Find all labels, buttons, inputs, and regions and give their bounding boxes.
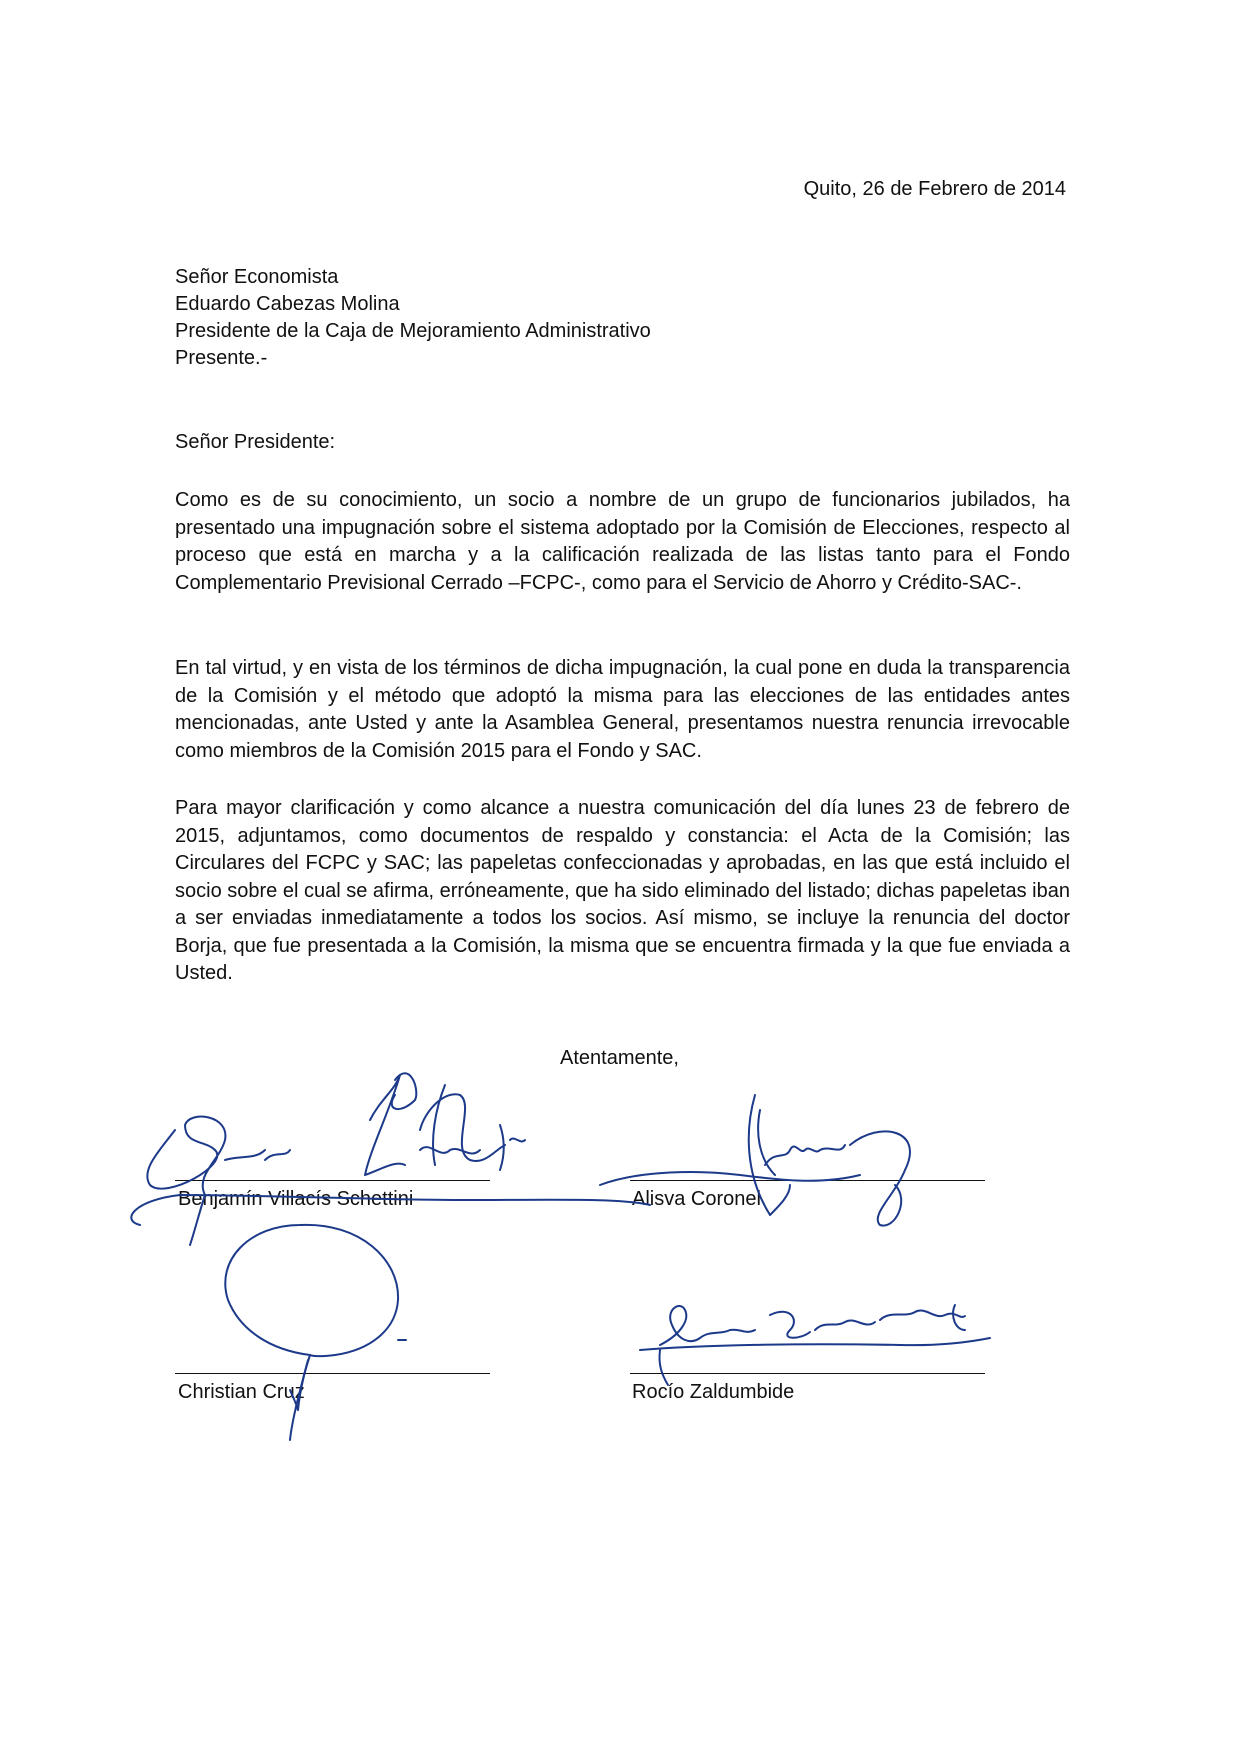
recipient-block bbox=[175, 264, 651, 372]
body-paragraph: Para mayor clarificación y como alcance a nuestra comunicación del día lunes 23 de febrero de 2015, adjuntamos, como documentos de respaldo y constancia: el Acta de la Comisión; las Circulares del FCPC y SAC; las papeletas confeccionadas y aprobadas, en las que está incluido el socio sobre el cual se afirma, erróneamente, que ha sido eliminado del listado; dichas papeletas iban a ser enviadas inmediatamente a todos los socios. Así mismo, se incluye la renuncia del doctor Borja, que fue presentada a la Comisión, la misma que se encuentra firmada y la que fue enviada a Usted. bbox=[175, 797, 1070, 984]
salutation: Señor Presidente: bbox=[175, 431, 336, 453]
signature-line bbox=[630, 1373, 985, 1374]
closing: Atentamente, bbox=[560, 1047, 679, 1069]
recipient-line: Presidente de la Caja de Mejoramiento Administrativo bbox=[175, 320, 651, 342]
body-paragraph: Como es de su conocimiento, un socio a nombre de un grupo de funcionarios jubilados, ha presentado una impugnación sobre el sistema adoptado por la Comisión de Elecciones, respecto al proceso que está en marcha y a la calificación realizada de las listas tanto para el Fondo Complementario Previsional Cerrado –FCPC-, como para el Servicio de Ahorro y Crédito-SAC-. bbox=[175, 489, 1070, 594]
recipient-line: Presente.- bbox=[175, 347, 268, 369]
recipient-line: Eduardo Cabezas Molina bbox=[175, 293, 400, 315]
body-paragraph: En tal virtud, y en vista de los términos de dicha impugnación, la cual pone en duda la transparencia de la Comisión y el método que adoptó la misma para las elecciones de las entidades antes mencionadas, ante Usted y ante la Asamblea General, presentamos nuestra renuncia irrevocable como miembros de la Comisión 2015 para el Fondo y SAC. bbox=[175, 657, 1070, 762]
signature-line bbox=[175, 1180, 490, 1181]
signatory-name: Benjamín Villacís Schettini bbox=[178, 1188, 414, 1210]
recipient-line: Señor Economista bbox=[175, 266, 339, 288]
signatory-name: Rocío Zaldumbide bbox=[632, 1381, 795, 1403]
signatory-name: Christian Cruz bbox=[178, 1381, 305, 1403]
signatory-name: Alisva Coronel bbox=[632, 1188, 761, 1210]
letter-date: Quito, 26 de Febrero de 2014 bbox=[803, 178, 1066, 200]
signature-line bbox=[630, 1180, 985, 1181]
signature-line bbox=[175, 1373, 490, 1374]
signature-christian bbox=[225, 1225, 406, 1440]
signature-benjamin bbox=[131, 1073, 650, 1245]
